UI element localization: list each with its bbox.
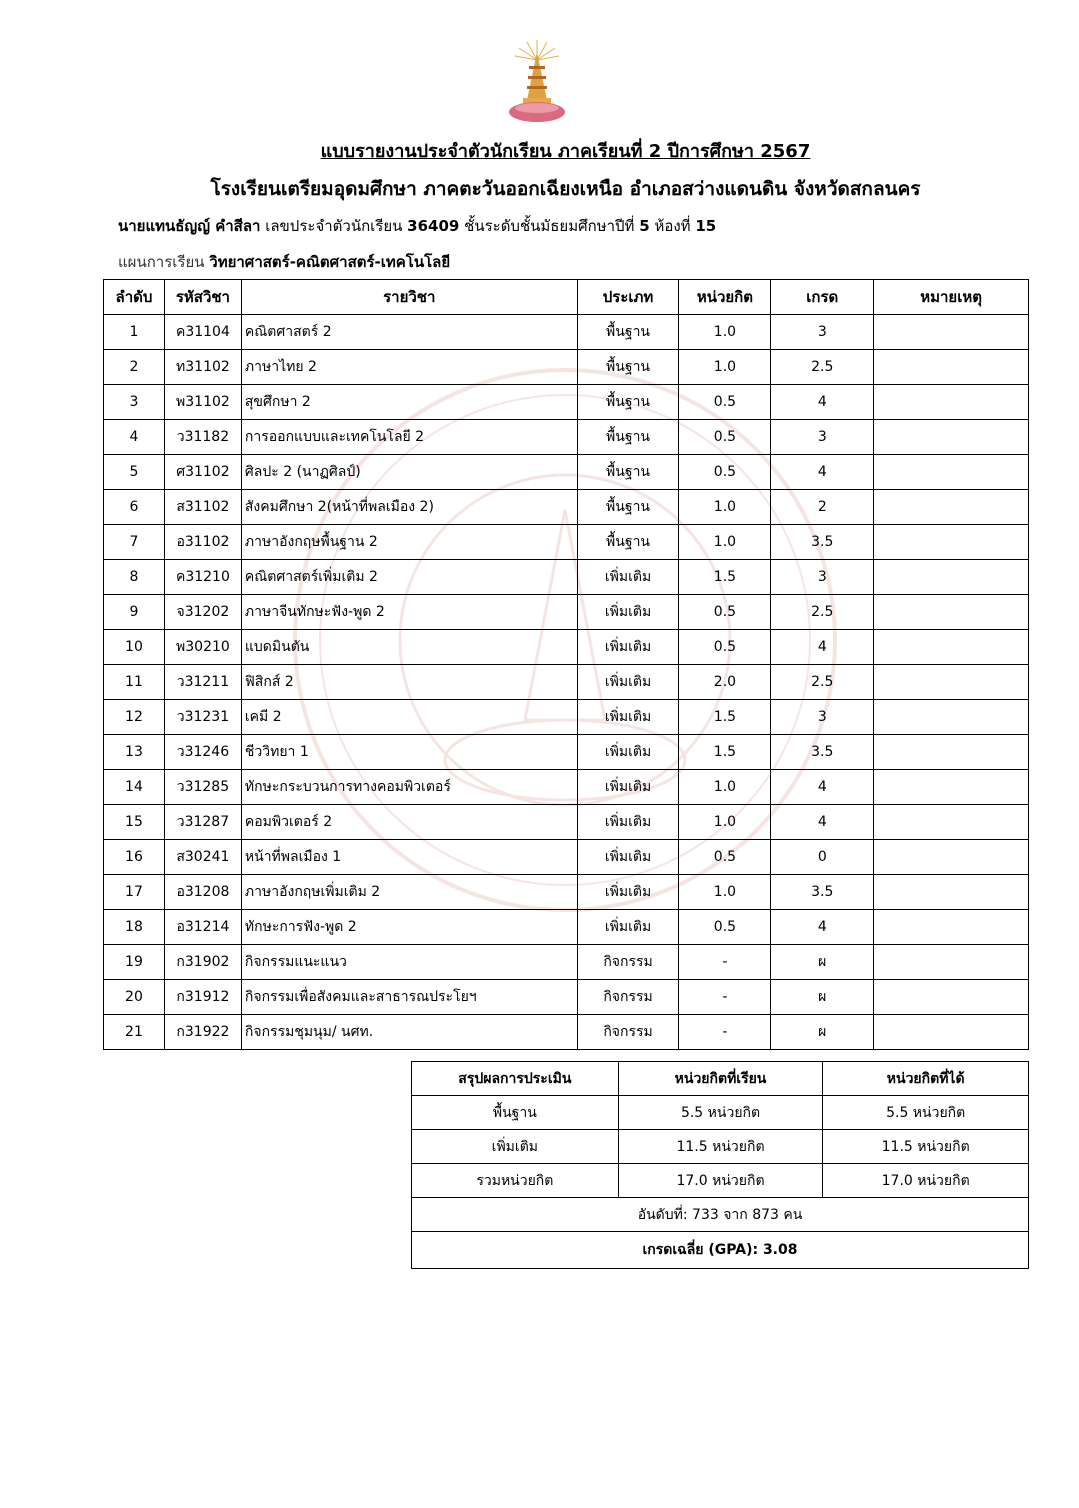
summary-header-row [412, 1062, 1029, 1096]
summary-header-earned: หน่วยกิตที่ได้ [823, 1062, 1029, 1096]
row-order: 17 [104, 875, 165, 910]
school-emblem-icon [505, 38, 569, 126]
table-row [104, 700, 1029, 735]
school-name: โรงเรียนเตรียมอุดมศึกษา ภาคตะวันออกเฉียงเหนือ อำเภอสว่างแดนดิน จังหวัดสกลนคร [210, 178, 921, 200]
row-code: ก31912 [164, 980, 241, 1015]
col-header-type: ประเภท [577, 280, 679, 315]
table-row [104, 455, 1029, 490]
row-credit: 1.0 [679, 805, 771, 840]
row-credit: - [679, 980, 771, 1015]
row-code: จ31202 [164, 595, 241, 630]
table-row [104, 770, 1029, 805]
row-grade: 3.5 [771, 875, 874, 910]
row-order: 1 [104, 315, 165, 350]
row-order: 13 [104, 735, 165, 770]
row-type: เพิ่มเติม [577, 700, 679, 735]
row-type: เพิ่มเติม [577, 735, 679, 770]
plan-label: แผนการเรียน [118, 253, 205, 271]
row-order: 8 [104, 560, 165, 595]
row-note [874, 315, 1029, 350]
row-type: เพิ่มเติม [577, 840, 679, 875]
row-code: อ31214 [164, 910, 241, 945]
row-type: พื้นฐาน [577, 420, 679, 455]
summary-cell: 5.5 หน่วยกิต [618, 1096, 823, 1130]
row-order: 7 [104, 525, 165, 560]
row-grade: ผ [771, 945, 874, 980]
row-note [874, 840, 1029, 875]
table-row [104, 805, 1029, 840]
row-credit: - [679, 945, 771, 980]
student-info-line [118, 214, 716, 238]
row-code: ว31285 [164, 770, 241, 805]
row-credit: 1.0 [679, 315, 771, 350]
row-grade: 2 [771, 490, 874, 525]
row-grade: 0 [771, 840, 874, 875]
row-subject: หน้าที่พลเมือง 1 [241, 840, 577, 875]
row-credit: 1.0 [679, 490, 771, 525]
table-row [104, 910, 1029, 945]
col-header-order: ลำดับ [104, 280, 165, 315]
gpa-text: เกรดเฉลี่ย (GPA): 3.08 [412, 1232, 1029, 1269]
row-subject: ทักษะกระบวนการทางคอมพิวเตอร์ [241, 770, 577, 805]
level-label: ชั้นระดับชั้นมัธยมศึกษาปีที่ [464, 217, 635, 235]
row-order: 5 [104, 455, 165, 490]
table-row [104, 490, 1029, 525]
table-row [104, 420, 1029, 455]
row-subject: การออกแบบและเทคโนโลยี 2 [241, 420, 577, 455]
row-credit: 1.0 [679, 525, 771, 560]
row-code: ว31287 [164, 805, 241, 840]
col-header-grade: เกรด [771, 280, 874, 315]
row-order: 20 [104, 980, 165, 1015]
row-code: ว31211 [164, 665, 241, 700]
row-code: พ30210 [164, 630, 241, 665]
row-grade: 4 [771, 770, 874, 805]
row-order: 11 [104, 665, 165, 700]
col-header-note: หมายเหตุ [874, 280, 1029, 315]
summary-row [412, 1164, 1029, 1198]
row-type: เพิ่มเติม [577, 595, 679, 630]
row-note [874, 980, 1029, 1015]
row-credit: 2.0 [679, 665, 771, 700]
row-order: 19 [104, 945, 165, 980]
row-note [874, 1015, 1029, 1050]
row-credit: 0.5 [679, 385, 771, 420]
row-subject: คอมพิวเตอร์ 2 [241, 805, 577, 840]
row-subject: ศิลปะ 2 (นาฏศิลป์) [241, 455, 577, 490]
row-note [874, 945, 1029, 980]
row-subject: ภาษาจีนทักษะฟัง-พูด 2 [241, 595, 577, 630]
row-grade: 4 [771, 455, 874, 490]
row-order: 10 [104, 630, 165, 665]
summary-header-eval: สรุปผลการประเมิน [412, 1062, 619, 1096]
level-value: 5 [639, 217, 650, 235]
student-id-label: เลขประจำตัวนักเรียน [265, 217, 403, 235]
row-credit: - [679, 1015, 771, 1050]
row-note [874, 455, 1029, 490]
row-code: ส31102 [164, 490, 241, 525]
row-order: 14 [104, 770, 165, 805]
row-subject: ภาษาอังกฤษพื้นฐาน 2 [241, 525, 577, 560]
row-code: ค31104 [164, 315, 241, 350]
gpa-row [412, 1232, 1029, 1269]
row-type: เพิ่มเติม [577, 665, 679, 700]
row-note [874, 875, 1029, 910]
summary-cell: พื้นฐาน [412, 1096, 619, 1130]
table-row [104, 560, 1029, 595]
row-grade: 4 [771, 805, 874, 840]
row-subject: กิจกรรมชุมนุม/ นศท. [241, 1015, 577, 1050]
col-header-credit: หน่วยกิต [679, 280, 771, 315]
row-code: ว31246 [164, 735, 241, 770]
row-type: พื้นฐาน [577, 385, 679, 420]
table-row [104, 1015, 1029, 1050]
row-code: ก31902 [164, 945, 241, 980]
row-note [874, 525, 1029, 560]
row-order: 21 [104, 1015, 165, 1050]
summary-cell: 11.5 หน่วยกิต [823, 1130, 1029, 1164]
row-grade: ผ [771, 980, 874, 1015]
row-note [874, 490, 1029, 525]
row-note [874, 630, 1029, 665]
summary-row [412, 1130, 1029, 1164]
row-type: พื้นฐาน [577, 350, 679, 385]
row-note [874, 805, 1029, 840]
row-order: 4 [104, 420, 165, 455]
row-code: ว31231 [164, 700, 241, 735]
row-type: พื้นฐาน [577, 525, 679, 560]
row-note [874, 770, 1029, 805]
room-label: ห้องที่ [654, 217, 691, 235]
table-row [104, 385, 1029, 420]
row-type: เพิ่มเติม [577, 560, 679, 595]
rank-text: อันดับที่: 733 จาก 873 คน [412, 1198, 1029, 1232]
row-subject: ฟิสิกส์ 2 [241, 665, 577, 700]
table-row [104, 665, 1029, 700]
row-grade: 2.5 [771, 665, 874, 700]
row-order: 3 [104, 385, 165, 420]
row-grade: 3 [771, 420, 874, 455]
row-credit: 1.5 [679, 700, 771, 735]
row-type: พื้นฐาน [577, 315, 679, 350]
row-grade: 2.5 [771, 595, 874, 630]
row-code: พ31102 [164, 385, 241, 420]
summary-header-enrolled: หน่วยกิตที่เรียน [618, 1062, 823, 1096]
row-type: กิจกรรม [577, 1015, 679, 1050]
plan-value: วิทยาศาสตร์-คณิตศาสตร์-เทคโนโลยี [209, 253, 451, 271]
row-subject: ทักษะการฟัง-พูด 2 [241, 910, 577, 945]
study-plan-line [118, 250, 450, 274]
summary-row [412, 1096, 1029, 1130]
row-order: 16 [104, 840, 165, 875]
row-type: เพิ่มเติม [577, 630, 679, 665]
report-title: แบบรายงานประจำตัวนักเรียน ภาคเรียนที่ 2 ปีการศึกษา 2567 [320, 141, 811, 162]
row-credit: 0.5 [679, 630, 771, 665]
row-grade: 3 [771, 700, 874, 735]
row-order: 12 [104, 700, 165, 735]
row-order: 15 [104, 805, 165, 840]
row-note [874, 735, 1029, 770]
row-type: กิจกรรม [577, 980, 679, 1015]
rank-row [412, 1198, 1029, 1232]
summary-cell: 5.5 หน่วยกิต [823, 1096, 1029, 1130]
table-row [104, 315, 1029, 350]
summary-table [411, 1061, 1029, 1269]
row-grade: 3 [771, 315, 874, 350]
row-subject: คณิตศาสตร์ 2 [241, 315, 577, 350]
row-grade: 4 [771, 910, 874, 945]
room-value: 15 [695, 217, 717, 235]
row-grade: ผ [771, 1015, 874, 1050]
row-order: 18 [104, 910, 165, 945]
summary-cell: รวมหน่วยกิต [412, 1164, 619, 1198]
row-note [874, 910, 1029, 945]
row-code: อ31208 [164, 875, 241, 910]
row-subject: กิจกรรมเพื่อสังคมและสาธารณประโยฯ [241, 980, 577, 1015]
summary-cell: 11.5 หน่วยกิต [618, 1130, 823, 1164]
row-grade: 3 [771, 560, 874, 595]
student-id: 36409 [407, 217, 460, 235]
row-code: ส30241 [164, 840, 241, 875]
table-row [104, 630, 1029, 665]
row-code: อ31102 [164, 525, 241, 560]
row-subject: สุขศึกษา 2 [241, 385, 577, 420]
row-type: เพิ่มเติม [577, 805, 679, 840]
row-grade: 3.5 [771, 735, 874, 770]
summary-cell: 17.0 หน่วยกิต [618, 1164, 823, 1198]
summary-cell: เพิ่มเติม [412, 1130, 619, 1164]
row-subject: แบดมินตัน [241, 630, 577, 665]
table-row [104, 350, 1029, 385]
summary-cell: 17.0 หน่วยกิต [823, 1164, 1029, 1198]
row-credit: 1.0 [679, 350, 771, 385]
table-row [104, 735, 1029, 770]
row-credit: 1.0 [679, 770, 771, 805]
row-subject: กิจกรรมแนะแนว [241, 945, 577, 980]
row-subject: ชีววิทยา 1 [241, 735, 577, 770]
row-subject: เคมี 2 [241, 700, 577, 735]
table-row [104, 525, 1029, 560]
table-row [104, 980, 1029, 1015]
row-note [874, 385, 1029, 420]
row-note [874, 595, 1029, 630]
row-note [874, 350, 1029, 385]
row-type: พื้นฐาน [577, 455, 679, 490]
row-credit: 1.5 [679, 560, 771, 595]
table-row [104, 875, 1029, 910]
row-grade: 4 [771, 385, 874, 420]
row-subject: สังคมศึกษา 2(หน้าที่พลเมือง 2) [241, 490, 577, 525]
row-type: กิจกรรม [577, 945, 679, 980]
row-credit: 1.5 [679, 735, 771, 770]
table-row [104, 945, 1029, 980]
col-header-code: รหัสวิชา [164, 280, 241, 315]
col-header-subject: รายวิชา [241, 280, 577, 315]
row-note [874, 700, 1029, 735]
row-subject: ภาษาไทย 2 [241, 350, 577, 385]
row-grade: 3.5 [771, 525, 874, 560]
row-order: 2 [104, 350, 165, 385]
table-row [104, 595, 1029, 630]
row-credit: 0.5 [679, 595, 771, 630]
row-type: เพิ่มเติม [577, 875, 679, 910]
row-credit: 0.5 [679, 910, 771, 945]
row-credit: 0.5 [679, 455, 771, 490]
table-row [104, 840, 1029, 875]
student-name: นายแทนธัญญ์ คำสีลา [118, 217, 261, 235]
row-type: เพิ่มเติม [577, 910, 679, 945]
row-order: 6 [104, 490, 165, 525]
row-note [874, 560, 1029, 595]
row-code: ค31210 [164, 560, 241, 595]
row-subject: คณิตศาสตร์เพิ่มเติม 2 [241, 560, 577, 595]
row-type: พื้นฐาน [577, 490, 679, 525]
row-code: ว31182 [164, 420, 241, 455]
row-code: ก31922 [164, 1015, 241, 1050]
row-grade: 4 [771, 630, 874, 665]
row-note [874, 665, 1029, 700]
row-code: ศ31102 [164, 455, 241, 490]
row-credit: 0.5 [679, 420, 771, 455]
row-type: เพิ่มเติม [577, 770, 679, 805]
row-credit: 1.0 [679, 875, 771, 910]
row-credit: 0.5 [679, 840, 771, 875]
row-note [874, 420, 1029, 455]
row-order: 9 [104, 595, 165, 630]
grades-header-row [104, 280, 1029, 315]
grades-table [103, 279, 1029, 1050]
row-grade: 2.5 [771, 350, 874, 385]
row-subject: ภาษาอังกฤษเพิ่มเติม 2 [241, 875, 577, 910]
row-code: ท31102 [164, 350, 241, 385]
